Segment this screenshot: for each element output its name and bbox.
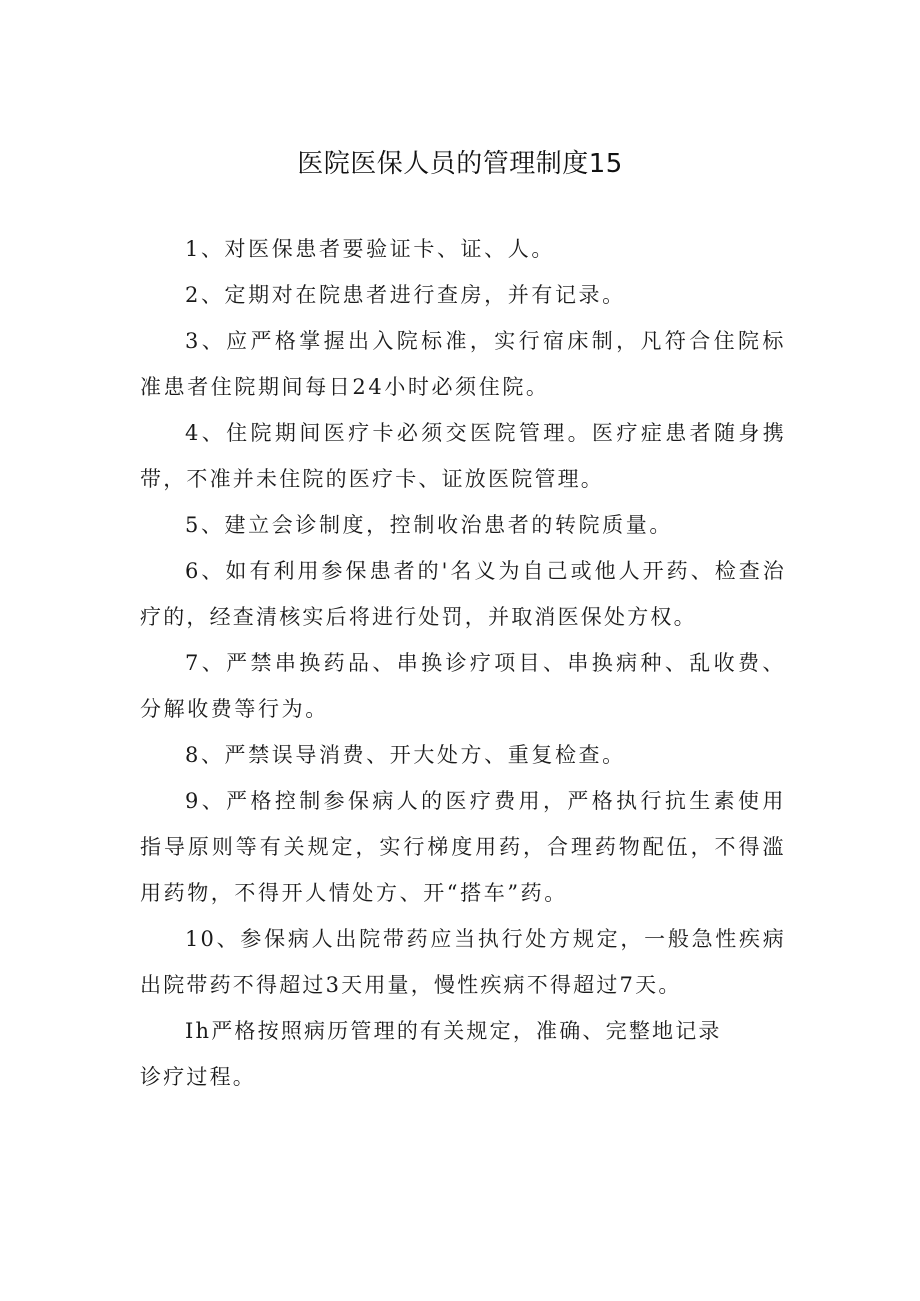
rule-item-7: 7、严禁串换药品、串换诊疗项目、串换病种、乱收费、分解收费等行为。 [140, 651, 786, 721]
rule-item-2: 2、定期对在院患者进行查房，并有记录。 [185, 283, 626, 307]
rule-item-9: 9、严格控制参保病人的医疗费用，严格执行抗生素使用指导原则等有关规定，实行梯度用药，合理药物配伍，不得滥用药物，不得开人情处方、开“搭车”药。 [140, 789, 786, 905]
rule-item-4: 4、住院期间医疗卡必须交医院管理。医疗症患者随身携带，不准并未住院的医疗卡、证放医院管理。 [140, 421, 786, 491]
rule-item-11-line-2: 诊疗过程。 [140, 1065, 256, 1089]
rule-item-8: 8、严禁误导消费、开大处方、重复检查。 [185, 743, 626, 767]
rule-item-1: 1、对医保患者要验证卡、证、人。 [185, 237, 555, 261]
rule-item-3: 3、应严格掌握出入院标准，实行宿床制，凡符合住院标准患者住院期间每日24小时必须住院。 [140, 329, 786, 399]
rule-item-6: 6、如有利用参保患者的'名义为自己或他人开药、检查治疗的，经查清核实后将进行处罚，并取消医保处方权。 [140, 559, 786, 629]
document-body [140, 226, 786, 1100]
rule-item-5: 5、建立会诊制度，控制收治患者的转院质量。 [185, 513, 673, 537]
page-title: 医院医保人员的管理制度15 [297, 149, 623, 179]
rule-item-11-line-1: Ih严格按照病历管理的有关规定，准确、完整地记录 [185, 1019, 722, 1043]
rule-item-10: 10、参保病人出院带药应当执行处方规定，一般急性疾病出院带药不得超过3天用量，慢性疾病不得超过7天。 [140, 927, 786, 997]
rule-item-11 [140, 1008, 786, 1100]
